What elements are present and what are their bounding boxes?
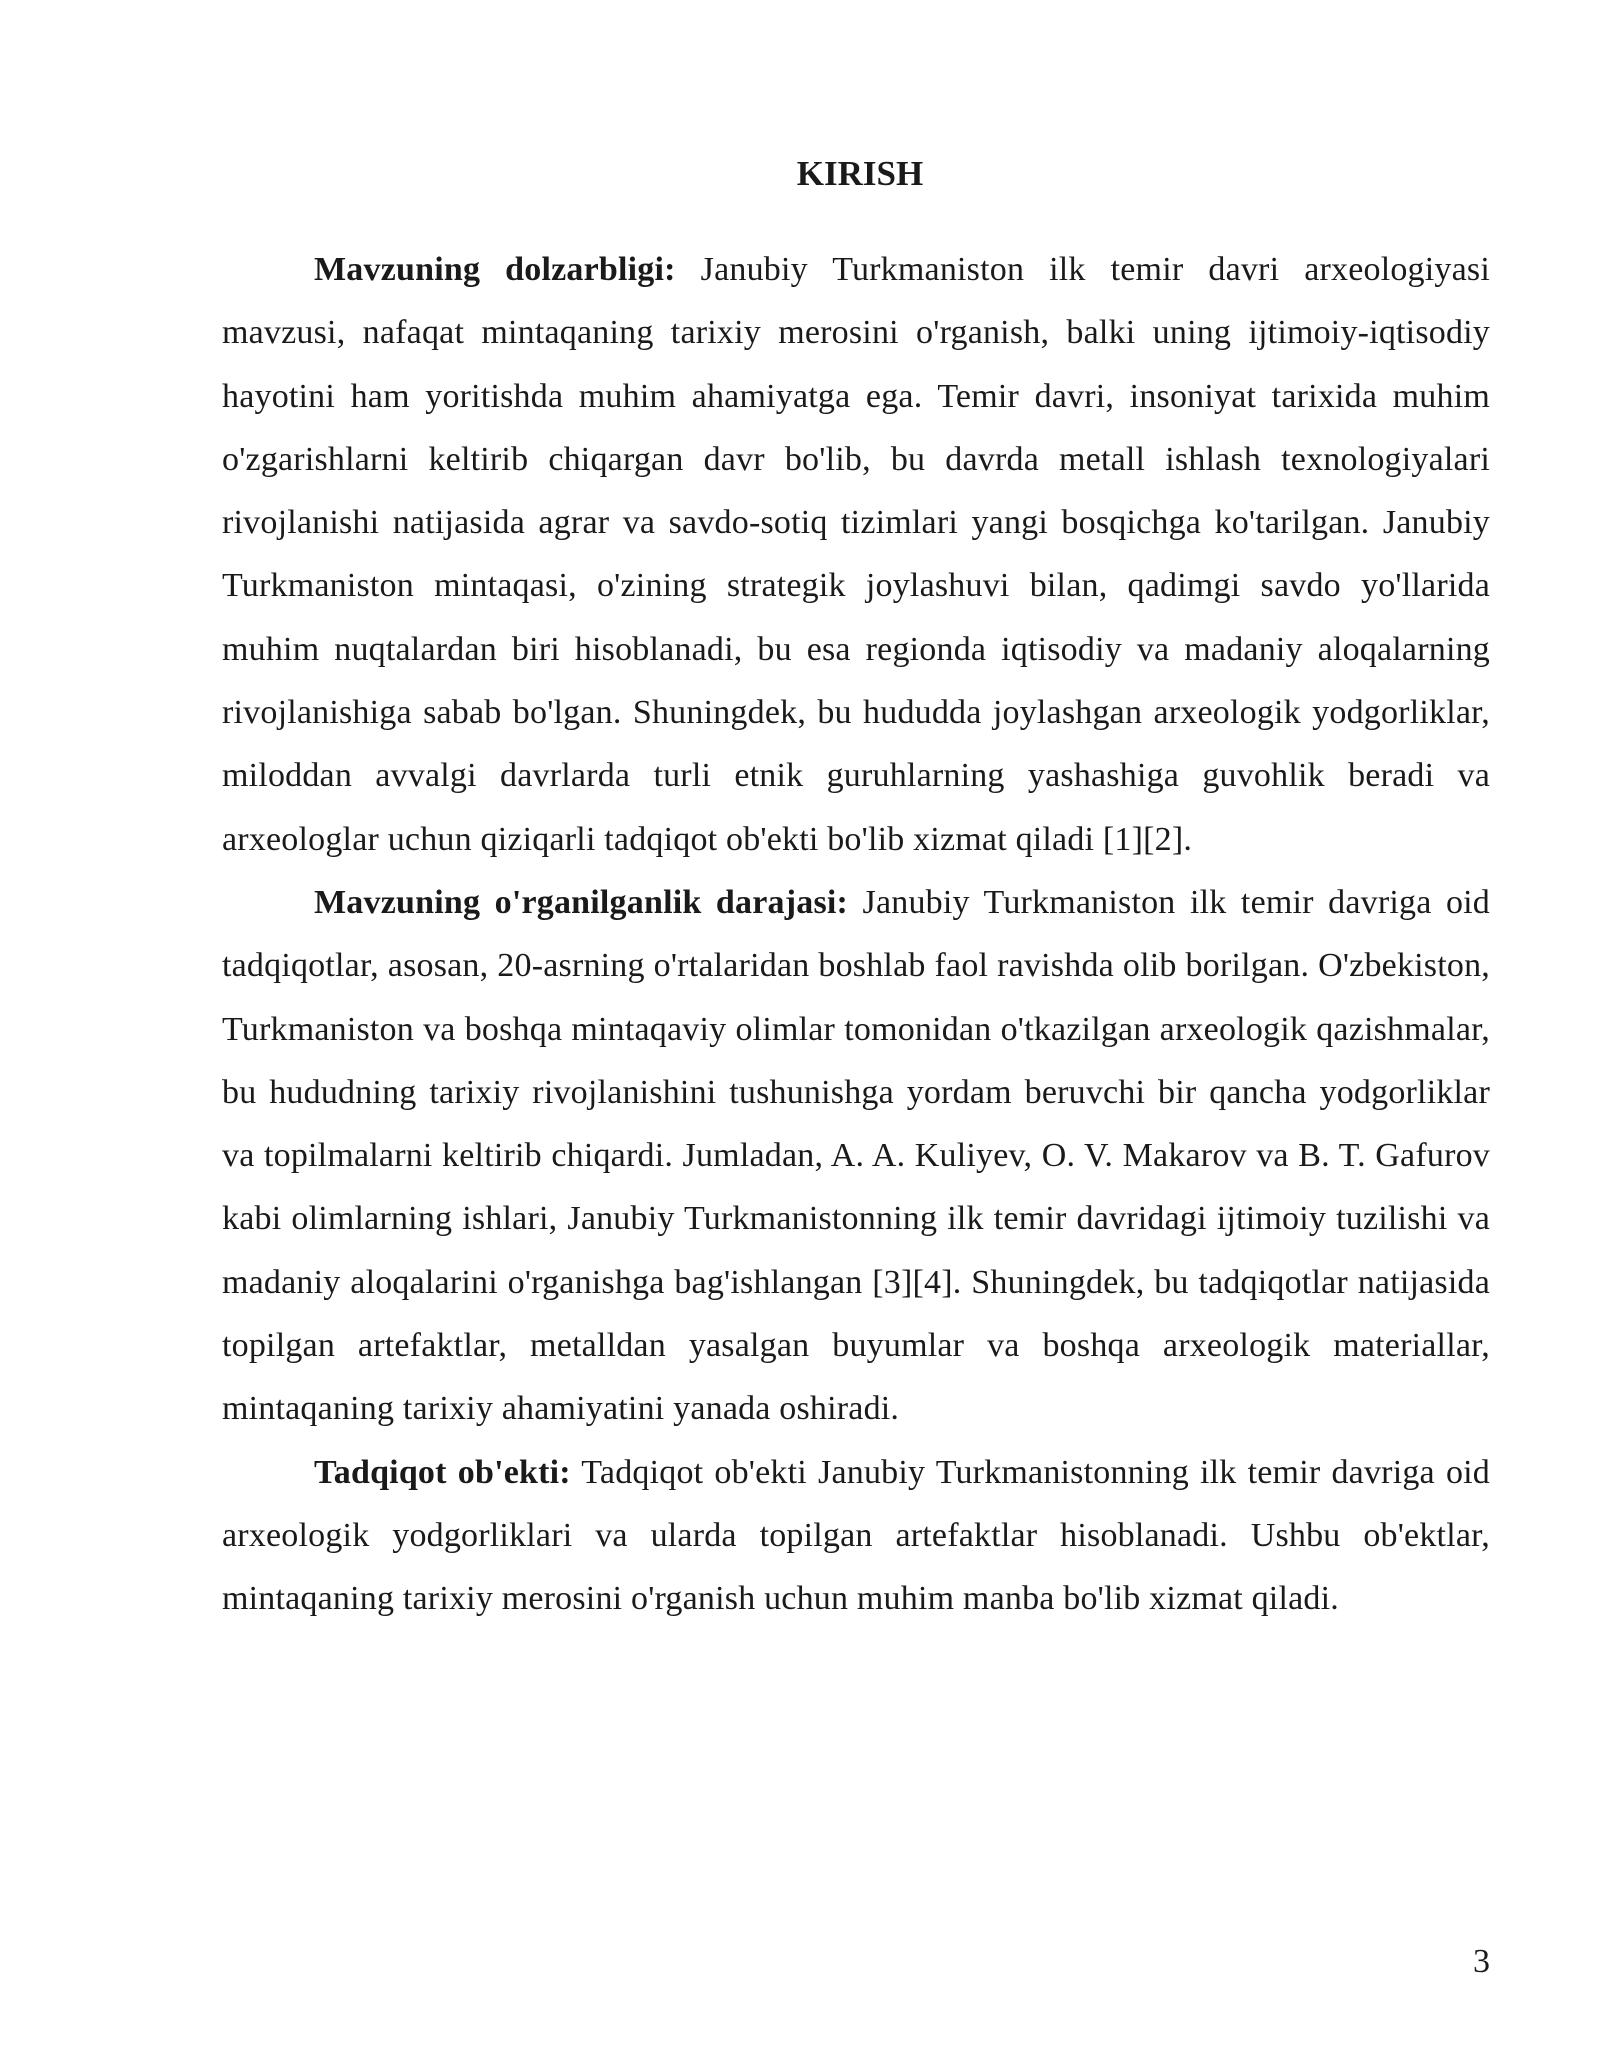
page-title: KIRISH bbox=[796, 154, 924, 193]
paragraph-heading: Mavzuning dolzarbligi: bbox=[314, 251, 676, 288]
paragraph-text: Tadqiqot ob'ekti Janubiy Turkmanistonning ilk temir davriga oid arxeologik yodgorliklari va ularda topilgan artefaktlar hisoblanadi. Ushbu ob'ektlar, mintaqaning tarixiy merosini o'rganish uchun muhim manba bo'lib xizmat qiladi. bbox=[222, 1453, 1490, 1618]
paragraph-research-object bbox=[222, 1441, 1490, 1631]
paragraph-text: Janubiy Turkmaniston ilk temir davri arxeologiyasi mavzusi, nafaqat mintaqaning tarixiy merosini o'rganish, balki uning ijtimoiy-iqtisodiy hayotini ham yoritishda muhim ahamiyatga ega. Temir davri, insoniyat tarixida muhim o'zgarishlarni keltirib chiqargan davr bo'lib, bu davrda metall ishlash texnologiyalari rivojlanishi natijasida agrar va savdo-sotiq tizimlari yangi bosqichga ko'tarilgan. Janubiy Turkmaniston mintaqasi, o'zining strategik joylashuvi bilan, qadimgi savdo yo'llarida muhim nuqtalardan biri hisoblanadi, bu esa regionda iqtisodiy va madaniy aloqalarning rivojlanishiga sabab bo'lgan. Shuningdek, bu hududda joylashgan arxeologik yodgorliklar, miloddan avvalgi davrlarda turli etnik guruhlarning yashashiga guvohlik beradi va arxeologlar uchun qiziqarli tadqiqot ob'ekti bo'lib xizmat qiladi [1][2]. bbox=[222, 251, 1490, 858]
paragraph-study-level bbox=[222, 871, 1490, 1441]
paragraph-relevance bbox=[222, 238, 1490, 871]
document-body bbox=[222, 238, 1490, 1631]
page-number: 3 bbox=[1473, 1943, 1490, 1980]
paragraph-text: Janubiy Turkmaniston ilk temir davriga oid tadqiqotlar, asosan, 20-asrning o'rtalaridan boshlab faol ravishda olib borilgan. O'zbekiston, Turkmaniston va boshqa mintaqaviy olimlar tomonidan o'tkazilgan arxeologik qazishmalar, bu hududning tarixiy rivojlanishini tushunishga yordam beruvchi bir qancha yodgorliklar va topilmalarni keltirib chiqardi. Jumladan, A. A. Kuliyev, O. V. Makarov va B. T. Gafurov kabi olimlarning ishlari, Janubiy Turkmanistonning ilk temir davridagi ijtimoiy tuzilishi va madaniy aloqalarini o'rganishga bag'ishlangan [3][4]. Shuningdek, bu tadqiqotlar natijasida topilgan artefaktlar, metalldan yasalgan buyumlar va boshqa arxeologik materiallar, mintaqaning tarixiy ahamiyatini yanada oshiradi. bbox=[222, 883, 1490, 1428]
paragraph-heading: Mavzuning o'rganilganlik darajasi: bbox=[314, 883, 849, 921]
paragraph-heading: Tadqiqot ob'ekti: bbox=[314, 1453, 571, 1491]
